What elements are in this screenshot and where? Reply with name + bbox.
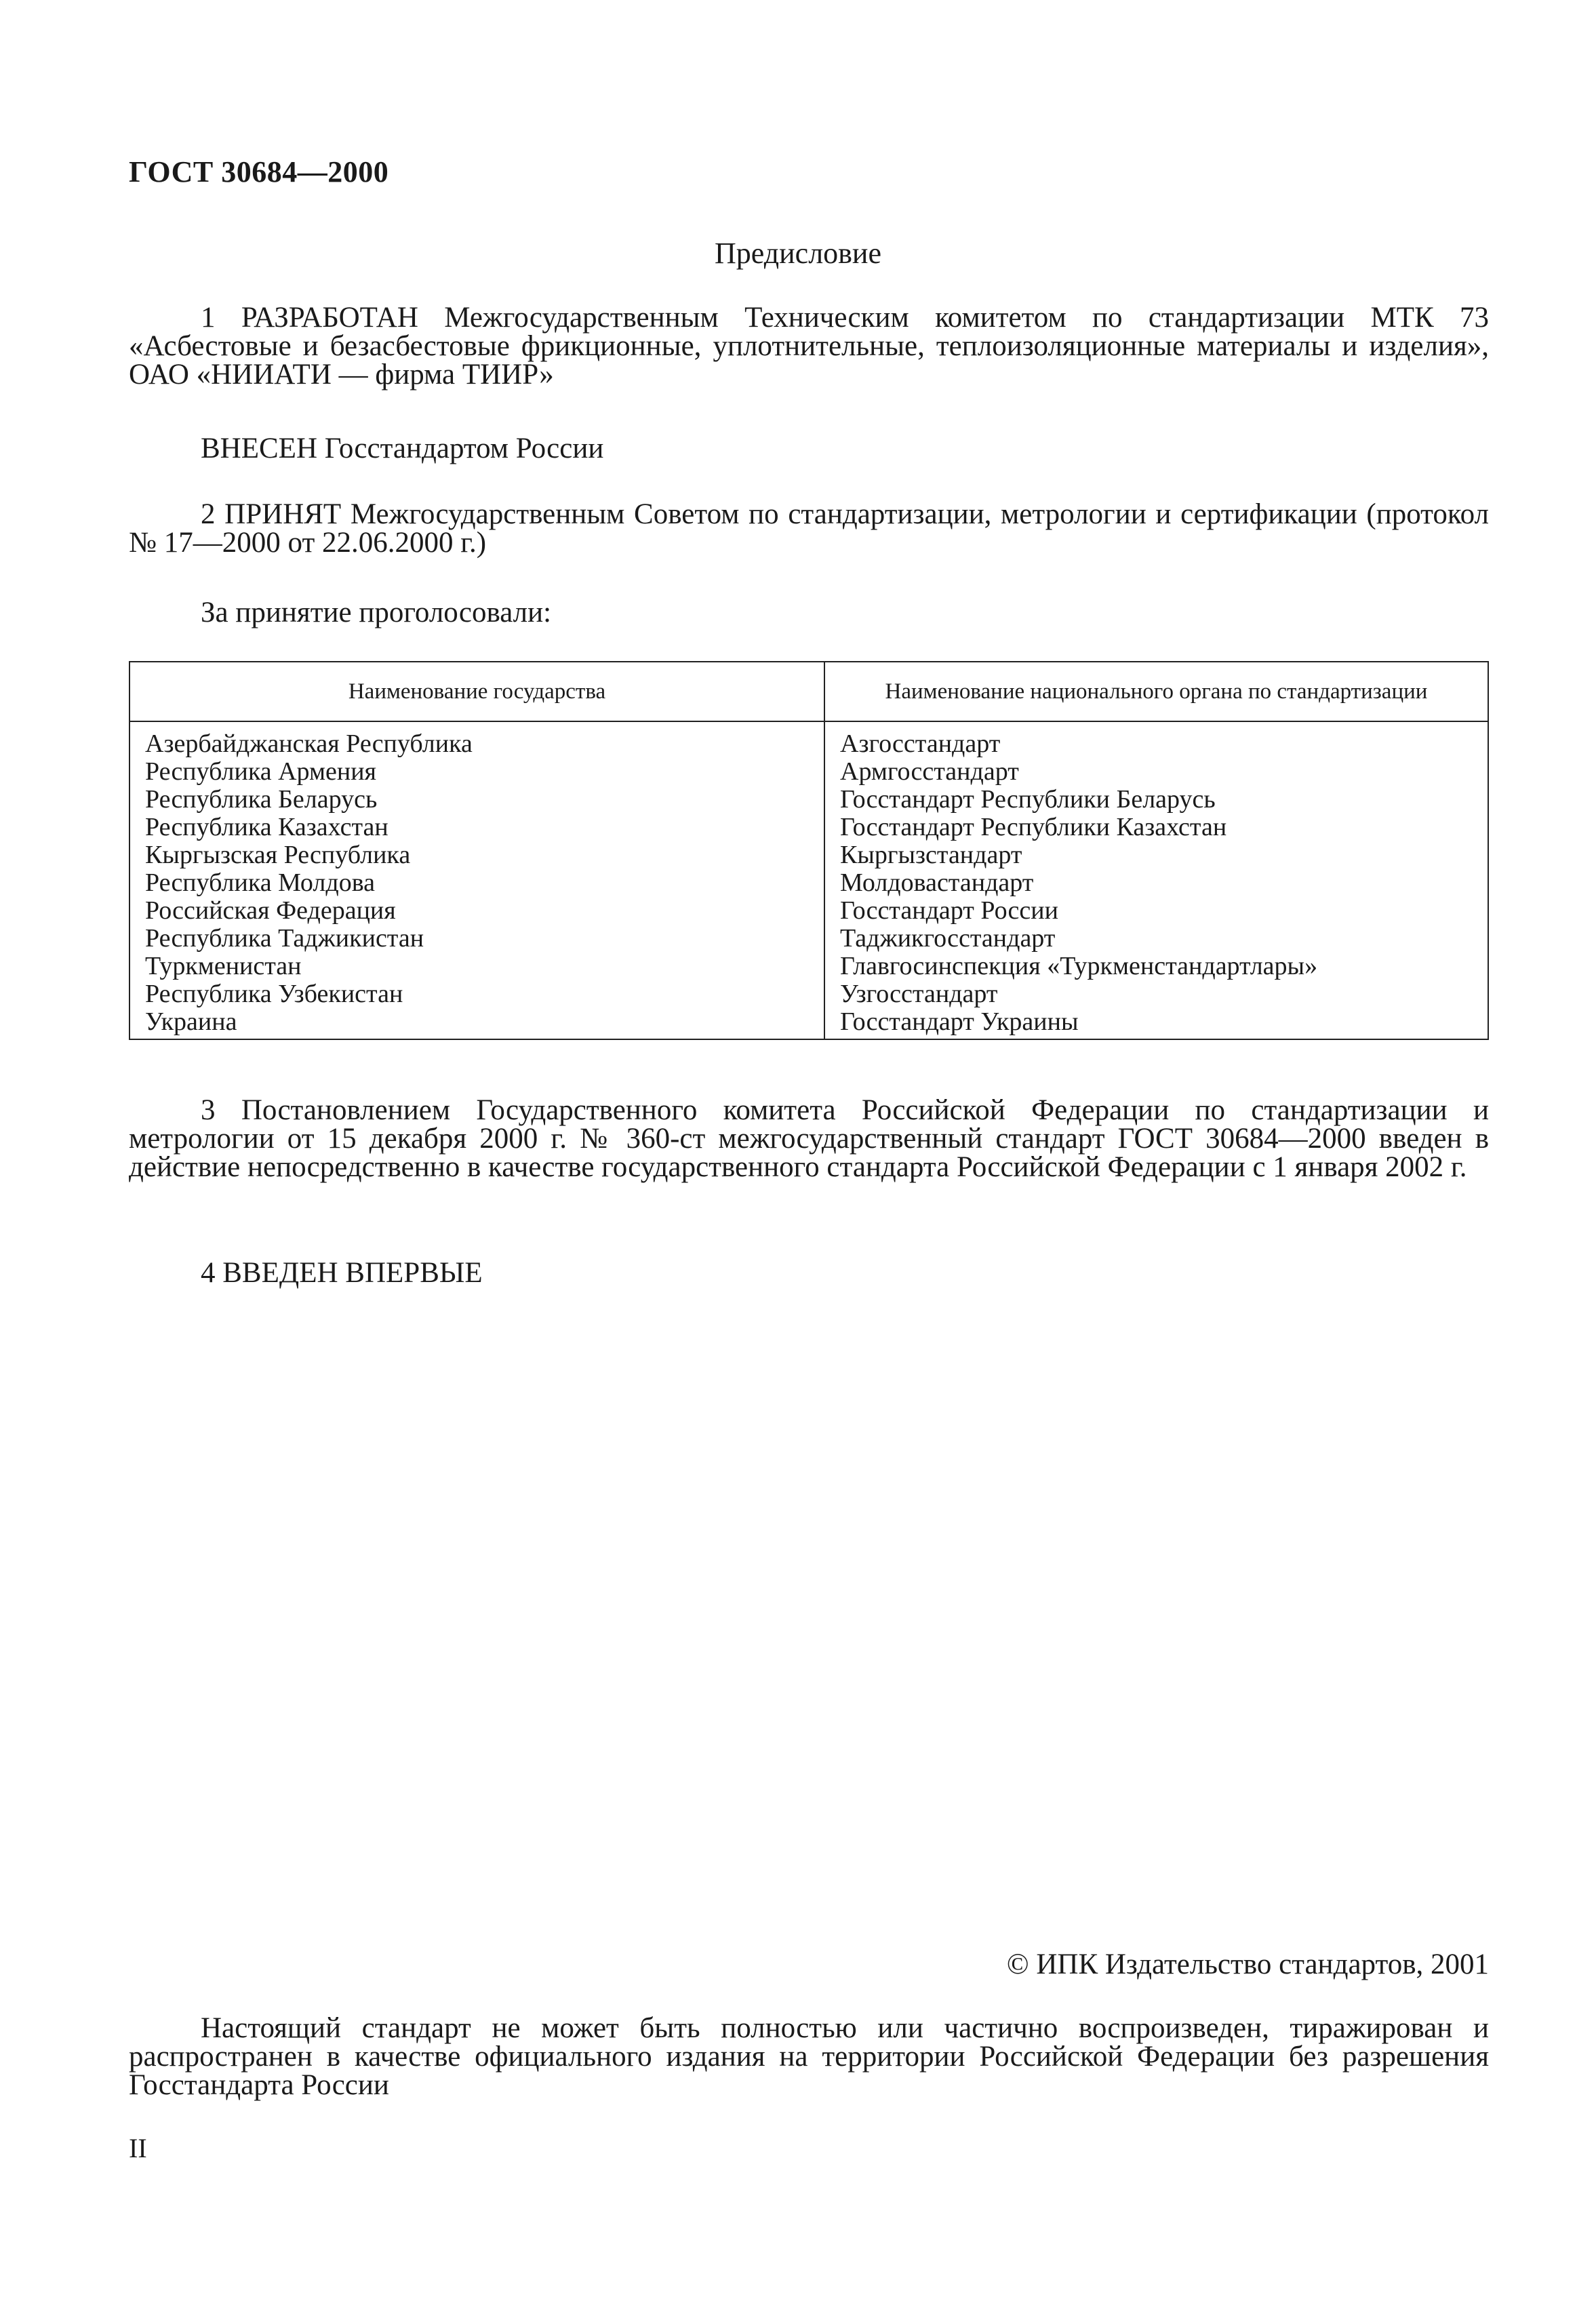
table-row xyxy=(129,758,1488,786)
state-name-cell: Азербайджанская Республика xyxy=(129,721,824,758)
table-row xyxy=(129,925,1488,953)
paragraph-adopted: 2 ПРИНЯТ Межгосударственным Советом по стандартизации, метрологии и сертификации (протокол № 17—2000 от 22.06.2000 г.) xyxy=(129,498,1489,559)
table-row xyxy=(129,814,1488,841)
paragraph-introduced: ВНЕСЕН Госстандартом России xyxy=(201,433,604,464)
standards-body-cell: Азгосстандарт xyxy=(824,721,1488,758)
table-row xyxy=(129,980,1488,1008)
copyright-line: © ИПК Издательство стандартов, 2001 xyxy=(1006,1948,1489,1980)
standards-body-cell: Госстандарт Республики Казахстан xyxy=(824,814,1488,841)
table-row xyxy=(129,1008,1488,1039)
standards-body-cell: Кыргызстандарт xyxy=(824,841,1488,869)
standards-body-cell: Молдовастандарт xyxy=(824,869,1488,897)
table-row xyxy=(129,721,1488,758)
state-name-cell: Республика Казахстан xyxy=(129,814,824,841)
state-name-cell: Республика Молдова xyxy=(129,869,824,897)
standards-body-cell: Таджикгосстандарт xyxy=(824,925,1488,953)
state-name-cell: Кыргызская Республика xyxy=(129,841,824,869)
state-name-cell: Российская Федерация xyxy=(129,897,824,925)
state-name-cell: Украина xyxy=(129,1008,824,1039)
page-number: II xyxy=(129,2133,147,2163)
table-body xyxy=(129,721,1488,1039)
table-row xyxy=(129,953,1488,980)
state-name-cell: Республика Беларусь xyxy=(129,786,824,814)
state-name-cell: Туркменистан xyxy=(129,953,824,980)
document-code: ГОСТ 30684—2000 xyxy=(129,155,389,188)
state-name-cell: Республика Узбекистан xyxy=(129,980,824,1008)
table-row xyxy=(129,841,1488,869)
standards-body-cell: Госстандарт Украины xyxy=(824,1008,1488,1039)
reproduction-notice: Настоящий стандарт не может быть полностью или частично воспроизведен, тиражирован и распространен в качестве официального издания на территории Российской Федерации без разрешения Госстандарта России xyxy=(129,2012,1489,2101)
standards-body-cell: Узгосстандарт xyxy=(824,980,1488,1008)
header-standards-body: Наименование национального органа по стандартизации xyxy=(824,662,1488,721)
state-name-cell: Республика Армения xyxy=(129,758,824,786)
standards-body-cell: Армгосстандарт xyxy=(824,758,1488,786)
table-row xyxy=(129,786,1488,814)
table-row xyxy=(129,897,1488,925)
standards-body-cell: Госстандарт России xyxy=(824,897,1488,925)
state-name-cell: Республика Таджикистан xyxy=(129,925,824,953)
paragraph-voted: За принятие проголосовали: xyxy=(201,597,552,628)
table-row xyxy=(129,869,1488,897)
header-state: Наименование государства xyxy=(129,662,824,721)
standards-body-cell: Госстандарт Республики Беларусь xyxy=(824,786,1488,814)
standards-body-cell: Главгосинспекция «Туркменстандартлары» xyxy=(824,953,1488,980)
paragraph-first-introduced: 4 ВВЕДЕН ВПЕРВЫЕ xyxy=(201,1257,483,1289)
table-header-row xyxy=(129,662,1488,721)
paragraph-developed: 1 РАЗРАБОТАН Межгосударственным Техническим комитетом по стандартизации МТК 73 «Асбестовые и безасбестовые фрикционные, уплотнительные, теплоизоляционные материалы и изделия», ОАО «НИИАТИ — фирма ТИИР» xyxy=(129,302,1489,391)
paragraph-resolution: 3 Постановлением Государственного комитета Российской Федерации по стандартизации и метрологии от 15 декабря 2000 г. № 360-ст межгосударственный стандарт ГОСТ 30684—2000 введен в действие непосредственно в качестве государственного стандарта Российской Федерации с 1 января 2002 г. xyxy=(129,1094,1489,1183)
foreword-title: Предисловие xyxy=(715,237,881,270)
voting-table xyxy=(129,661,1489,1040)
